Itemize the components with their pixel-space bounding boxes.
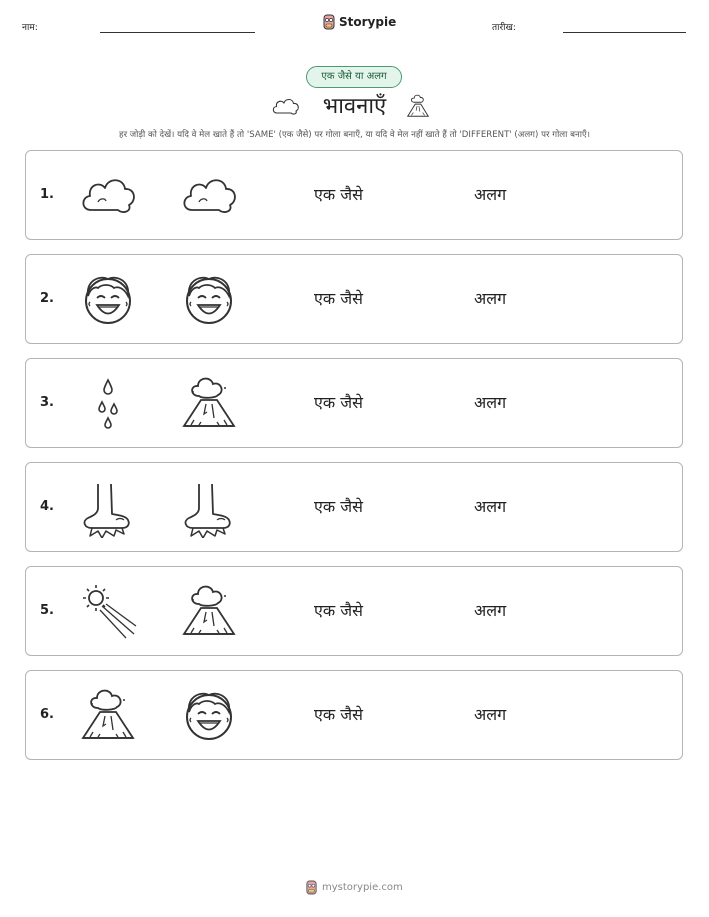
laughing-face-icon <box>179 270 239 330</box>
brand-logo <box>322 14 396 30</box>
volcano-icon <box>78 686 138 746</box>
different-option[interactable]: अलग <box>474 393 507 412</box>
stomping-foot-icon <box>78 478 138 538</box>
row-number: 4. <box>40 499 54 514</box>
row-number: 3. <box>40 395 54 410</box>
volcano-icon <box>404 92 432 120</box>
mascot-icon <box>322 14 336 30</box>
name-line[interactable] <box>100 32 255 33</box>
volcano-icon <box>179 374 239 434</box>
pair-row-3 <box>25 358 683 448</box>
same-option[interactable]: एक जैसे <box>314 393 363 412</box>
footer-site[interactable]: mystorypie.com <box>322 882 403 893</box>
volcano-icon <box>179 582 239 642</box>
same-option[interactable]: एक जैसे <box>314 705 363 724</box>
same-option[interactable]: एक जैसे <box>314 185 363 204</box>
cloud-icon <box>179 166 239 226</box>
row-number: 1. <box>40 187 54 202</box>
brand-name: Storypie <box>339 15 397 29</box>
title-row <box>0 88 709 122</box>
laughing-face-icon <box>78 270 138 330</box>
mascot-icon <box>305 880 318 895</box>
row-number: 2. <box>40 291 54 306</box>
pair-row-4 <box>25 462 683 552</box>
same-option[interactable]: एक जैसे <box>314 601 363 620</box>
pair-row-6 <box>25 670 683 760</box>
same-option[interactable]: एक जैसे <box>314 289 363 308</box>
instructions: हर जोड़ी को देखें। यदि वे मेल खाते हैं तो 'SAME' (एक जैसे) पर गोला बनाएँ, या यदि वे मेल नहीं खाते हैं तो 'DIFFERENT' (अलग) पर गोला बनाएँ। <box>119 130 590 140</box>
date-line[interactable] <box>563 32 686 33</box>
stomping-foot-icon <box>179 478 239 538</box>
water-drops-icon <box>78 374 138 434</box>
different-option[interactable]: अलग <box>474 185 507 204</box>
pair-row-2 <box>25 254 683 344</box>
sun-rays-icon <box>78 582 138 642</box>
cloud-icon <box>78 166 138 226</box>
different-option[interactable]: अलग <box>474 497 507 516</box>
row-number: 5. <box>40 603 54 618</box>
pair-row-5 <box>25 566 683 656</box>
same-option[interactable]: एक जैसे <box>314 497 363 516</box>
name-label: नाम: <box>22 23 38 33</box>
different-option[interactable]: अलग <box>474 601 507 620</box>
different-option[interactable]: अलग <box>474 705 507 724</box>
date-label: तारीख: <box>492 23 516 33</box>
laughing-face-icon <box>179 686 239 746</box>
pair-row-1 <box>25 150 683 240</box>
page-title: भावनाएँ <box>322 94 387 119</box>
row-number: 6. <box>40 707 54 722</box>
footer <box>305 880 403 895</box>
different-option[interactable]: अलग <box>474 289 507 308</box>
worksheet-type-badge: एक जैसे या अलग <box>306 66 402 88</box>
